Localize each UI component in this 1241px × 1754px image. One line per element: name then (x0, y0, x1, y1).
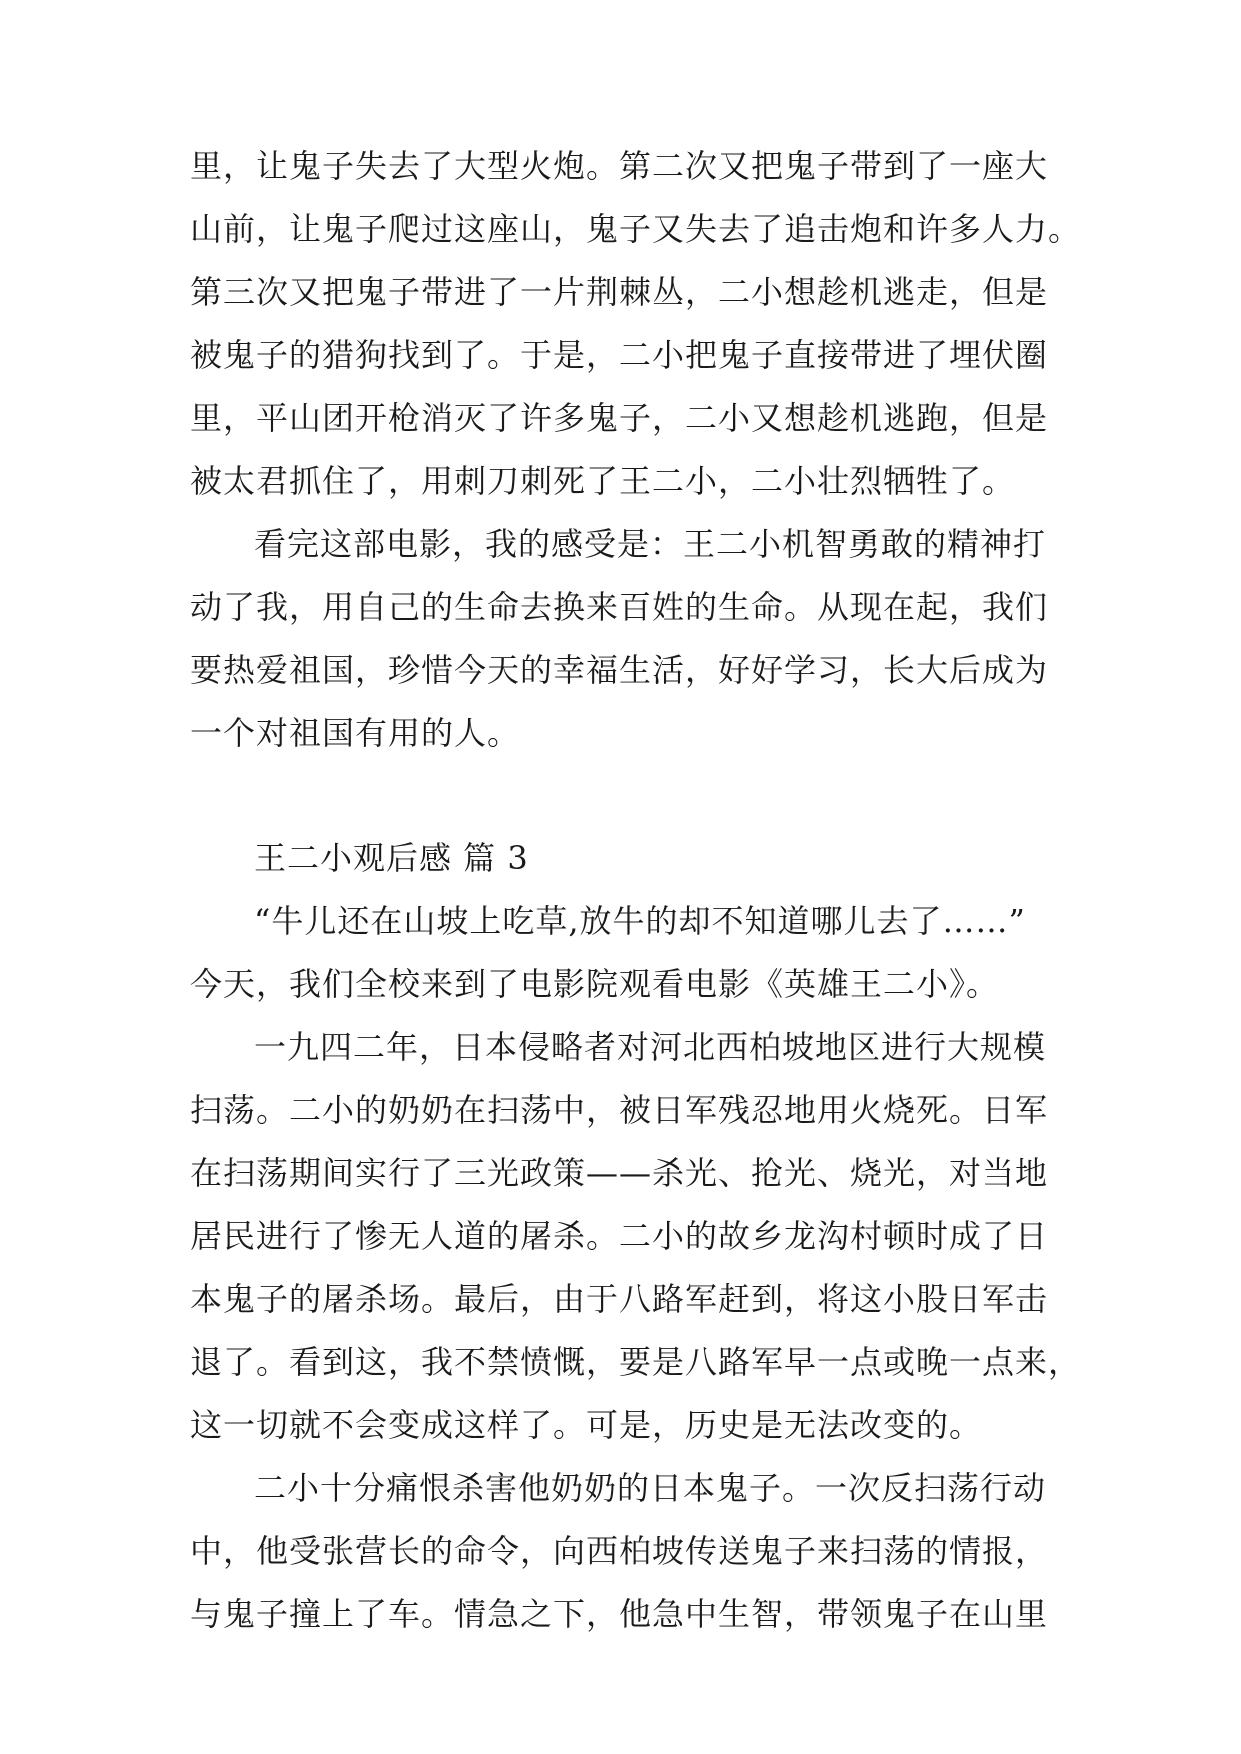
text-line: 居民进行了惨无人道的屠杀。二小的故乡龙沟村顿时成了日 (190, 1217, 1049, 1255)
text-line: 一个对祖国有用的人。 (190, 714, 521, 752)
text-line: 这一切就不会变成这样了。可是，历史是无法改变的。 (190, 1406, 983, 1444)
text-line: 被鬼子的猎狗找到了。于是，二小把鬼子直接带进了埋伏圈 (190, 336, 1049, 374)
text-line: 里，平山团开枪消灭了许多鬼子，二小又想趁机逃跑，但是 (190, 399, 1049, 437)
text-line: 第三次又把鬼子带进了一片荆棘丛，二小想趁机逃走，但是 (190, 273, 1049, 311)
text-line: 被太君抓住了，用刺刀刺死了王二小，二小壮烈牺牲了。 (190, 462, 1016, 500)
text-line: 退了。看到这，我不禁愤慨，要是八路军早一点或晚一点来， (190, 1343, 1082, 1381)
text-line: 一九四二年，日本侵略者对河北西柏坡地区进行大规模 (254, 1028, 1047, 1066)
text-line: 在扫荡期间实行了三光政策——杀光、抢光、烧光，对当地 (190, 1154, 1049, 1192)
section-heading: 王二小观后感 篇 3 (254, 839, 529, 877)
text-line: 里，让鬼子失去了大型火炮。第二次又把鬼子带到了一座大 (190, 147, 1049, 185)
text-line: 与鬼子撞上了车。情急之下，他急中生智，带领鬼子在山里 (190, 1595, 1049, 1633)
text-line: “牛儿还在山坡上吃草,放牛的却不知道哪儿去了……” (254, 902, 1026, 940)
text-line: 本鬼子的屠杀场。最后，由于八路军赶到，将这小股日军击 (190, 1280, 1049, 1318)
text-line: 要热爱祖国，珍惜今天的幸福生活，好好学习，长大后成为 (190, 651, 1049, 689)
text-line: 山前，让鬼子爬过这座山，鬼子又失去了追击炮和许多人力。 (190, 210, 1082, 248)
text-line: 动了我，用自己的生命去换来百姓的生命。从现在起，我们 (190, 588, 1049, 626)
text-line: 扫荡。二小的奶奶在扫荡中，被日军残忍地用火烧死。日军 (190, 1091, 1049, 1129)
text-line: 二小十分痛恨杀害他奶奶的日本鬼子。一次反扫荡行动 (254, 1469, 1047, 1507)
text-line: 看完这部电影，我的感受是：王二小机智勇敢的精神打 (254, 525, 1047, 563)
text-line: 今天，我们全校来到了电影院观看电影《英雄王二小》。 (190, 965, 1000, 1003)
text-line: 中，他受张营长的命令，向西柏坡传送鬼子来扫荡的情报， (190, 1532, 1049, 1570)
